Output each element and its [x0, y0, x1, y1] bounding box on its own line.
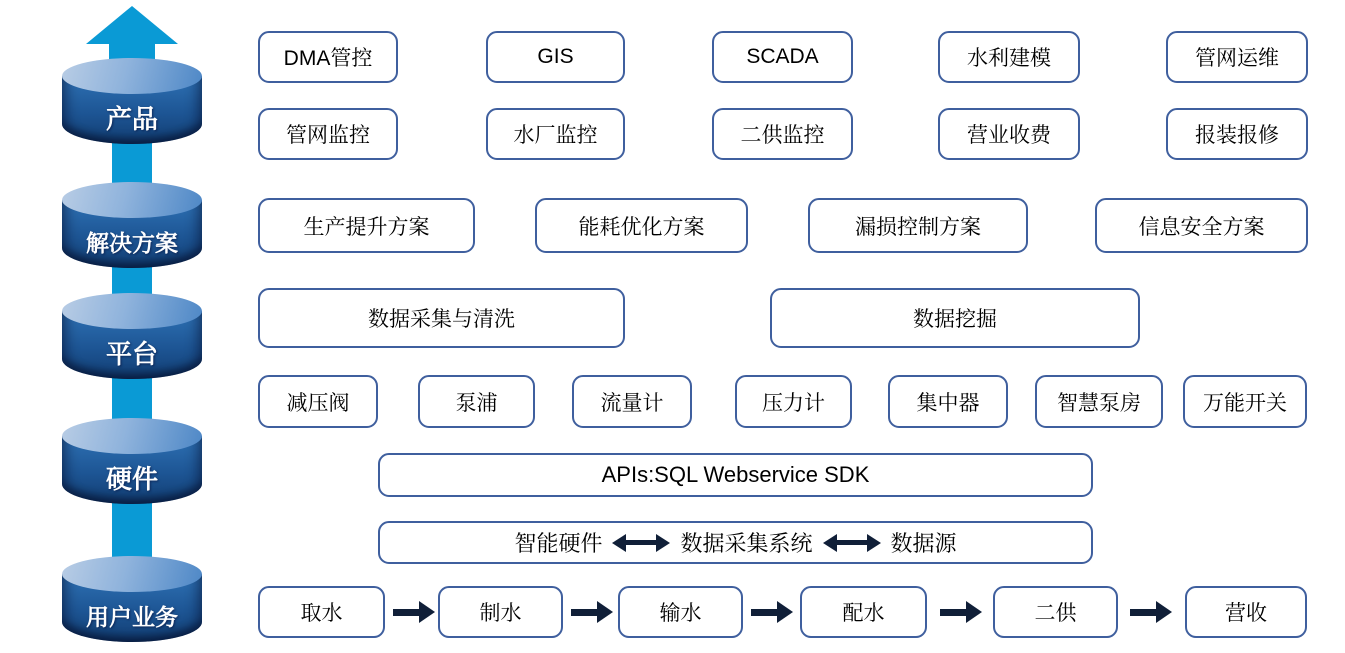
box-pipeline-monitoring: 管网监控	[258, 108, 398, 160]
box-water-intake: 取水	[258, 586, 385, 638]
box-pressure-reducing-valve: 减压阀	[258, 375, 378, 428]
box-api-sdk: APIs:SQL Webservice SDK	[378, 453, 1093, 497]
right-arrow-icon	[940, 601, 982, 623]
box-data-collection-cleaning: 数据采集与清洗	[258, 288, 625, 348]
cylinder-top	[62, 182, 202, 218]
stack-layer-solutions	[62, 182, 202, 268]
box-pipeline-om: 管网运维	[1166, 31, 1308, 83]
box-data-chain	[378, 521, 1093, 564]
arrow-bar	[393, 609, 419, 616]
box-secondary-supply-monitoring: 二供监控	[712, 108, 853, 160]
box-smart-pump-room: 智慧泵房	[1035, 375, 1163, 428]
box-billing: 营业收费	[938, 108, 1080, 160]
box-secondary-supply: 二供	[993, 586, 1118, 638]
box-waterplant-monitoring: 水厂监控	[486, 108, 625, 160]
box-info-security: 信息安全方案	[1095, 198, 1308, 253]
arrow-bar	[626, 540, 656, 545]
right-arrow-icon	[751, 601, 793, 623]
box-gis: GIS	[486, 31, 625, 83]
right-arrow-icon	[571, 601, 613, 623]
stack-layer-label: 硬件	[105, 463, 158, 494]
box-hydraulic-modeling: 水利建模	[938, 31, 1080, 83]
box-pump: 泵浦	[418, 375, 535, 428]
right-arrow-icon	[1130, 601, 1172, 623]
arrow-head-right	[656, 534, 670, 552]
chain-item-data-collection-system: 数据采集系统	[680, 531, 813, 556]
arrow-head	[1156, 601, 1172, 623]
cylinder-top	[62, 293, 202, 329]
box-production-improvement: 生产提升方案	[258, 198, 475, 253]
chain-item-smart-hardware: 智能硬件	[514, 531, 603, 556]
box-scada: SCADA	[712, 31, 853, 83]
arrow-head-left	[612, 534, 626, 552]
stack-layer-label: 解决方案	[86, 229, 178, 256]
box-data-mining: 数据挖掘	[770, 288, 1140, 348]
box-energy-optimization: 能耗优化方案	[535, 198, 748, 253]
arrow-head	[777, 601, 793, 623]
box-water-transmission: 输水	[618, 586, 743, 638]
box-concentrator: 集中器	[888, 375, 1008, 428]
arrow-bar	[837, 540, 867, 545]
cylinder-top	[62, 418, 202, 454]
stack-layer-label: 平台	[105, 338, 158, 369]
box-water-production: 制水	[438, 586, 563, 638]
arrow-bar	[940, 609, 966, 616]
box-dma-control: DMA管控	[258, 31, 398, 83]
arrow-head	[597, 601, 613, 623]
double-arrow-icon	[823, 534, 881, 552]
arrow-head	[966, 601, 982, 623]
box-flow-meter: 流量计	[572, 375, 692, 428]
stack-layer-hardware	[62, 418, 202, 504]
stack-layer-label: 用户业务	[86, 603, 178, 630]
chain-item-data-source: 数据源	[890, 531, 957, 556]
cylinder-top	[62, 58, 202, 94]
arrow-head-right	[867, 534, 881, 552]
right-arrow-icon	[393, 601, 435, 623]
arrow-bar	[1130, 609, 1156, 616]
arrow-head-left	[823, 534, 837, 552]
stack-layer-products	[62, 58, 202, 144]
stack-layer-user-business	[62, 556, 202, 642]
stack-layer-label: 产品	[105, 103, 158, 134]
box-universal-switch: 万能开关	[1183, 375, 1307, 428]
arrow-bar	[751, 609, 777, 616]
stack-layer-platform	[62, 293, 202, 379]
box-water-distribution: 配水	[800, 586, 927, 638]
box-revenue: 营收	[1185, 586, 1307, 638]
box-pressure-meter: 压力计	[735, 375, 852, 428]
box-leakage-control: 漏损控制方案	[808, 198, 1028, 253]
cylinder-top	[62, 556, 202, 592]
arrow-bar	[571, 609, 597, 616]
double-arrow-icon	[612, 534, 670, 552]
arrow-head	[419, 601, 435, 623]
box-install-repair: 报装报修	[1166, 108, 1308, 160]
